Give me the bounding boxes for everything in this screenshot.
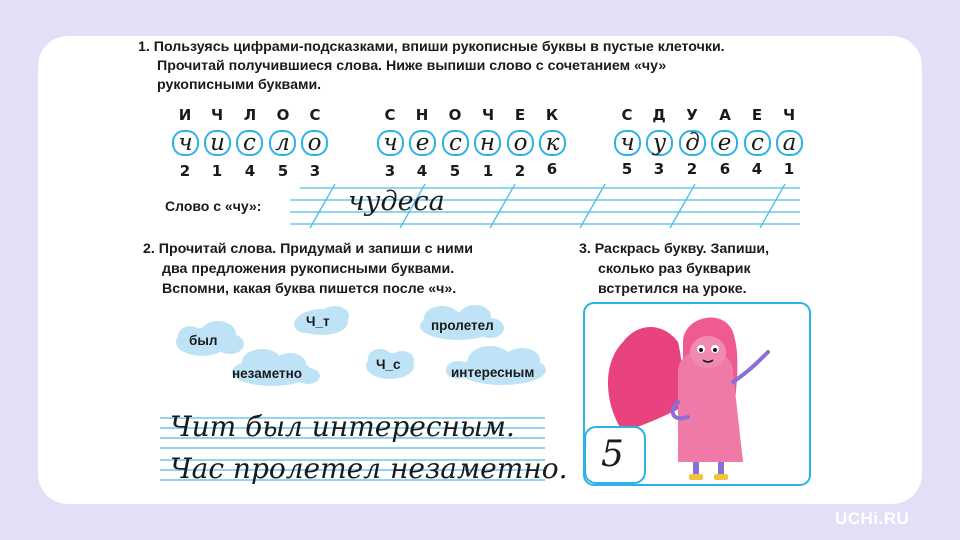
letter-cell[interactable]: о <box>301 130 328 156</box>
hint-letter: Ч <box>782 106 796 124</box>
cloud-word-chit: Ч_т <box>306 314 330 329</box>
hint-letter: С <box>621 106 633 124</box>
number-hint: 4 <box>416 162 428 180</box>
task1-line3: рукописными буквами. <box>157 77 322 93</box>
number-hint: 3 <box>653 160 665 178</box>
hint-letter: О <box>276 106 290 124</box>
hint-letter: И <box>178 106 192 124</box>
letter-cell[interactable]: е <box>711 130 738 156</box>
hint-letter: Е <box>751 106 763 124</box>
number-hint: 4 <box>751 160 763 178</box>
number-hint: 5 <box>621 160 633 178</box>
letter-cell[interactable]: у <box>646 130 673 156</box>
letter-cell[interactable]: ч <box>614 130 641 156</box>
letter-cell[interactable]: д <box>679 130 706 156</box>
letter-cell[interactable]: с <box>744 130 771 156</box>
hint-letter: О <box>448 106 462 124</box>
number-hint: 2 <box>686 160 698 178</box>
number-hint: 5 <box>449 162 461 180</box>
sentence-2[interactable]: Час пролетел незаметно. <box>170 452 568 485</box>
word-clouds <box>150 300 570 400</box>
cloud-word-proletel: пролетел <box>431 318 494 333</box>
answer-word[interactable]: чудеса <box>348 186 445 217</box>
hint-letter: А <box>719 106 731 124</box>
hint-letter: Е <box>514 106 526 124</box>
number-hint: 3 <box>384 162 396 180</box>
task2-line1: 2. Прочитай слова. Придумай и запиши с ними <box>143 241 473 257</box>
letter-cell[interactable]: и <box>204 130 231 156</box>
task2-line3: Вспомни, какая буква пишется после «ч». <box>162 281 457 297</box>
number-hint: 1 <box>482 162 494 180</box>
hint-letter: С <box>384 106 396 124</box>
letter-cell[interactable]: о <box>507 130 534 156</box>
hint-letter: Д <box>652 106 666 124</box>
number-hint: 1 <box>783 160 795 178</box>
hint-letter: Ч <box>210 106 224 124</box>
number-hint: 6 <box>719 160 731 178</box>
hint-letter: С <box>309 106 321 124</box>
number-hint: 6 <box>546 160 558 178</box>
task3-line2: сколько раз букварик <box>598 261 751 277</box>
letter-cell[interactable]: ч <box>172 130 199 156</box>
hint-letter: Ч <box>481 106 495 124</box>
letter-cell[interactable]: ч <box>377 130 404 156</box>
cloud-word-interesnym: интересным <box>451 365 535 380</box>
number-hint: 5 <box>277 162 289 180</box>
sentence-1[interactable]: Чит был интересным. <box>170 410 515 443</box>
hint-letter: Л <box>243 106 257 124</box>
number-hint: 1 <box>211 162 223 180</box>
hint-letter: Н <box>415 106 429 124</box>
answer-label: Слово с «чу»: <box>165 198 262 214</box>
brand-logo: UCHi.RU <box>835 509 910 528</box>
number-hint: 3 <box>309 162 321 180</box>
letter-cell[interactable]: е <box>409 130 436 156</box>
task2-line2: два предложения рукописными буквами. <box>162 261 455 277</box>
cloud-word-nezametno: незаметно <box>232 366 303 381</box>
number-hint: 2 <box>179 162 191 180</box>
task1-line2: Прочитай получившиеся слова. Ниже выпиши слово с сочетанием «чу» <box>157 58 667 74</box>
letter-cell[interactable]: с <box>236 130 263 156</box>
cloud-word-byl: был <box>189 333 218 348</box>
hint-letter: К <box>545 106 559 124</box>
letter-cell[interactable]: к <box>539 130 566 156</box>
letter-cell[interactable]: л <box>269 130 296 156</box>
task3-line1: 3. Раскрась букву. Запиши, <box>579 241 770 257</box>
number-hint: 2 <box>514 162 526 180</box>
letter-cell[interactable]: н <box>474 130 501 156</box>
task3-line3: встретился на уроке. <box>598 281 747 297</box>
count-value: 5 <box>601 434 624 475</box>
hint-letter: У <box>686 106 698 124</box>
letter-cell[interactable]: с <box>442 130 469 156</box>
letter-cell[interactable]: а <box>776 130 803 156</box>
cloud-word-chas: Ч_с <box>376 357 401 372</box>
task1-line1: 1. Пользуясь цифрами-подсказками, впиши рукописные буквы в пустые клеточки. <box>138 39 725 55</box>
number-hint: 4 <box>244 162 256 180</box>
